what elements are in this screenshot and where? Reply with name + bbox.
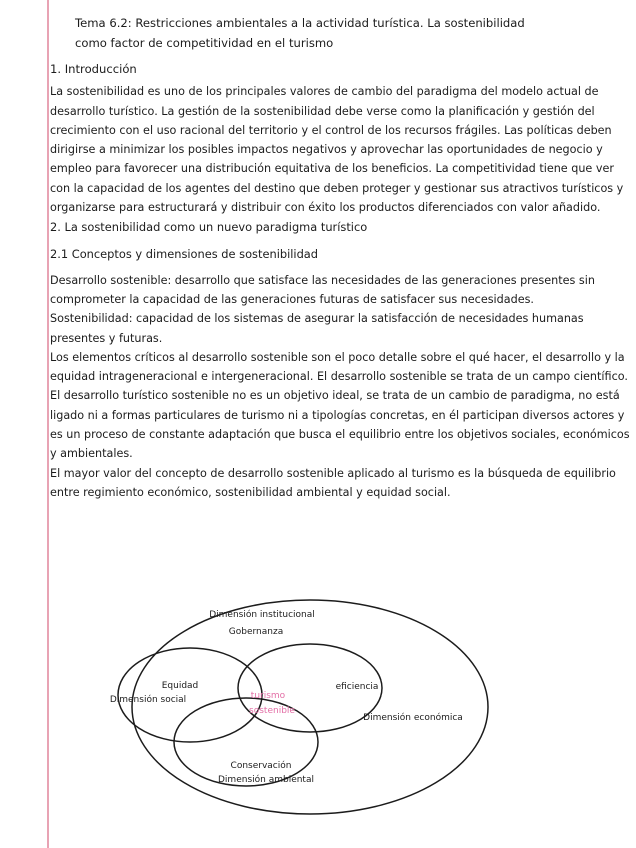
label-gobernanza: Gobernanza — [228, 627, 284, 637]
paragraph-sostenibilidad: Sostenibilidad: capacidad de los sistemas de asegurar la satisfacción de necesidades humanas presentes y futuras. — [50, 312, 584, 345]
label-turismo: turismo — [250, 691, 286, 701]
section-1-body: La sostenibilidad es uno de los principales valores de cambio del paradigma del modelo actual de desarrollo turístico. La gestión de la sostenibilidad debe verse como la planificación y gestión del crecimiento con el uso racional del territorio y el control de los recursos frágiles. Las políticas deben dirigirse a minimizar los posibles impactos negativos y aprovechar las oportunidades de negocio y empleo para favorecer una distribución equitativa de los beneficios. La competitividad tiene que ver con la capacidad de los agentes del destino que deben proteger y gestionar sus atractivos turísticos y organizarse para estructurará y distribuir con éxito los productos diferenciados con valor añadido. — [50, 85, 624, 215]
paragraph-desarrollo-sostenible: Desarrollo sostenible: desarrollo que satisface las necesidades de las generaciones presentes sin comprometer la capacidad de las generaciones futuras de satisfacer sus necesidades. — [50, 273, 595, 306]
label-dimension-institucional: Dimensión institucional — [209, 610, 315, 620]
label-eficiencia: eficiencia — [335, 682, 379, 692]
label-conservacion: Conservación — [230, 761, 292, 771]
section-2-heading: 2. La sostenibilidad como un nuevo paradigma turístico — [50, 220, 368, 235]
section-2-1-heading: 2.1 Conceptos y dimensiones de sostenibilidad — [50, 247, 319, 262]
section-1-heading: 1. Introducción — [50, 62, 137, 76]
label-dimension-economica: Dimensión económica — [363, 713, 463, 723]
title-line-2: como factor de competitividad en el turismo — [75, 35, 334, 50]
label-equidad: Equidad — [161, 681, 199, 691]
paragraph-elementos-criticos: Los elementos críticos al desarrollo sostenible son el poco detalle sobre el qué hacer, el desarrollo y la equidad intrageneracional e intergeneracional. El desarrollo sostenible se trata de un campo científico. — [50, 350, 628, 384]
label-dimension-ambiental: Dimensión ambiental — [218, 775, 314, 785]
label-dimension-social: Dimensión social — [109, 695, 187, 705]
label-sostenible: sostenible — [249, 706, 295, 716]
paragraph-desarrollo-turistico: El desarrollo turístico sostenible no es un objetivo ideal, se trata de un cambio de paradigma, no está ligado ni a formas particulares de turismo ni a tipologías concretas, en él participan diversos actores y es un proceso de constante adaptación que busca el equilibrio entre los objetivos sociales, económicos y ambientales. — [50, 389, 630, 461]
title-line-1: Tema 6.2: Restricciones ambientales a la actividad turística. La sostenibilidad — [75, 16, 525, 30]
paragraph-mayor-valor: El mayor valor del concepto de desarrollo sostenible aplicado al turismo es la búsqueda de equilibrio entre regimiento económico, sostenibilidad ambiental y equidad social. — [50, 466, 616, 499]
